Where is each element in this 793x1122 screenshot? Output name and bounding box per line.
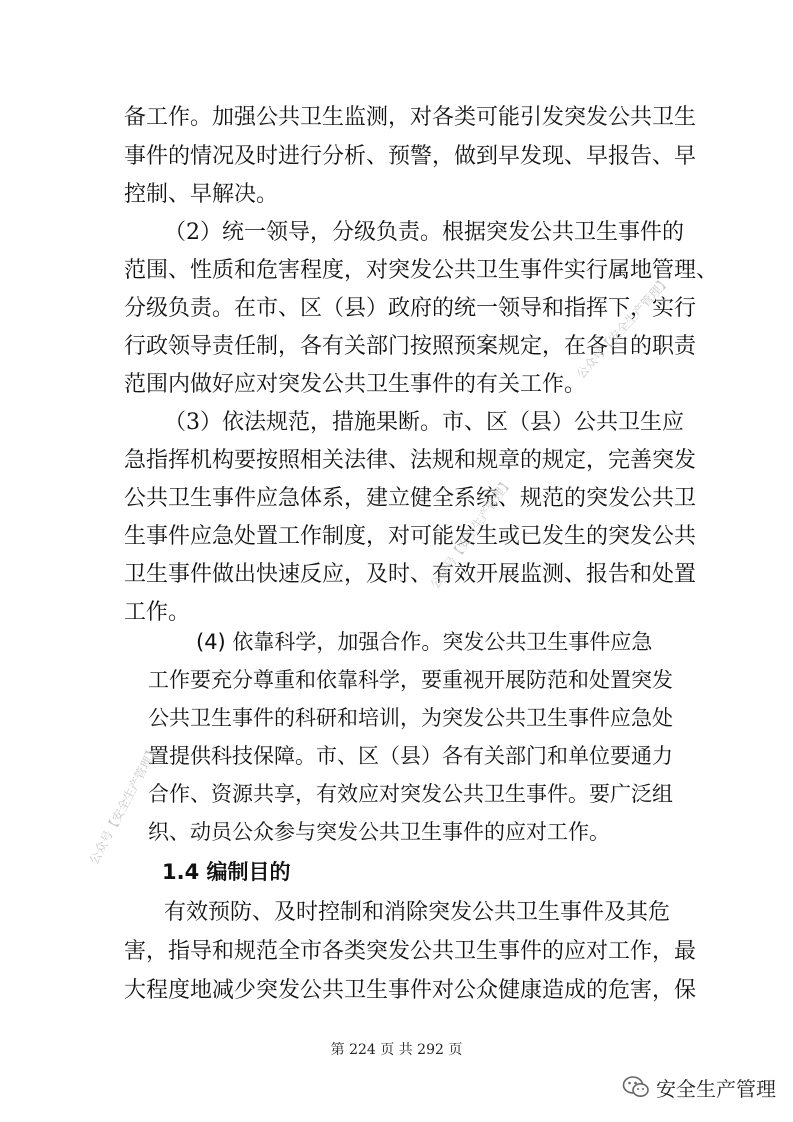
text-line: 工作。: [124, 600, 191, 625]
text-line: 害，指导和规范全市各类突发公共卫生事件的应对工作，最: [124, 939, 697, 964]
text-line: (4) 依靠科学，加强合作。突发公共卫生事件应急: [196, 630, 653, 654]
watermark-text: 公众号【安全生产管理】: [86, 743, 162, 867]
text-line: 公共卫生事件的科研和培训，为突发公共卫生事件应急处: [148, 706, 673, 730]
text-line: 范围内做好应对突发公共卫生事件的有关工作。: [124, 372, 587, 397]
text-line: 织、动员公众参与突发公共卫生事件的应对工作。: [148, 820, 610, 844]
watermark-text: 公众号【安全生产管理】: [427, 475, 515, 592]
text-line: 分级负责。在市、区（县）政府的统一领导和指挥下，实行: [124, 296, 697, 321]
text-line: 置提供科技保障。市、区（县）各有关部门和单位要通力: [148, 744, 673, 768]
watermark-text: 公众号【安全生产管理】: [573, 273, 673, 382]
account-badge[interactable]: [622, 1072, 776, 1102]
wechat-icon: [622, 1075, 650, 1099]
text-line: 备工作。加强公共卫生监测，对各类可能引发突发公共卫生: [124, 105, 697, 130]
text-line: 事件的情况及时进行分析、预警，做到早发现、早报告、早: [124, 144, 697, 169]
text-line: 生事件应急处置工作制度，对可能发生或已发生的突发公共: [124, 524, 697, 549]
text-line: 卫生事件做出快速反应，及时、有效开展监测、报告和处置: [124, 562, 697, 587]
text-line: 合作、资源共享，有效应对突发公共卫生事件。要广泛组: [148, 782, 673, 806]
text-line: 大程度地减少突发公共卫生事件对公众健康造成的危害，保: [124, 978, 697, 1003]
text-line: 急指挥机构要按照相关法律、法规和规章的规定，完善突发: [124, 448, 697, 473]
text-line: 范围、性质和危害程度，对突发公共卫生事件实行属地管理、: [124, 258, 719, 283]
text-line: 行政领导责任制，各有关部门按照预案规定，在各自的职责: [124, 334, 697, 359]
text-line: 工作要充分尊重和依靠科学，要重视开展防范和处置突发: [148, 668, 673, 692]
text-line: （3）依法规范，措施果断。市、区（县）公共卫生应: [164, 410, 684, 435]
page-number: 第 224 页 共 292 页: [330, 1042, 463, 1058]
text-line: 有效预防、及时控制和消除突发公共卫生事件及其危: [164, 900, 671, 925]
text-line: （2）统一领导，分级负责。根据突发公共卫生事件的: [164, 220, 684, 245]
account-name: 安全生产管理: [656, 1076, 776, 1101]
section-heading: 1.4 编制目的: [162, 860, 291, 884]
text-line: 控制、早解决。: [124, 182, 279, 207]
text-line: 公共卫生事件应急体系，建立健全系统、规范的突发公共卫: [124, 486, 697, 511]
